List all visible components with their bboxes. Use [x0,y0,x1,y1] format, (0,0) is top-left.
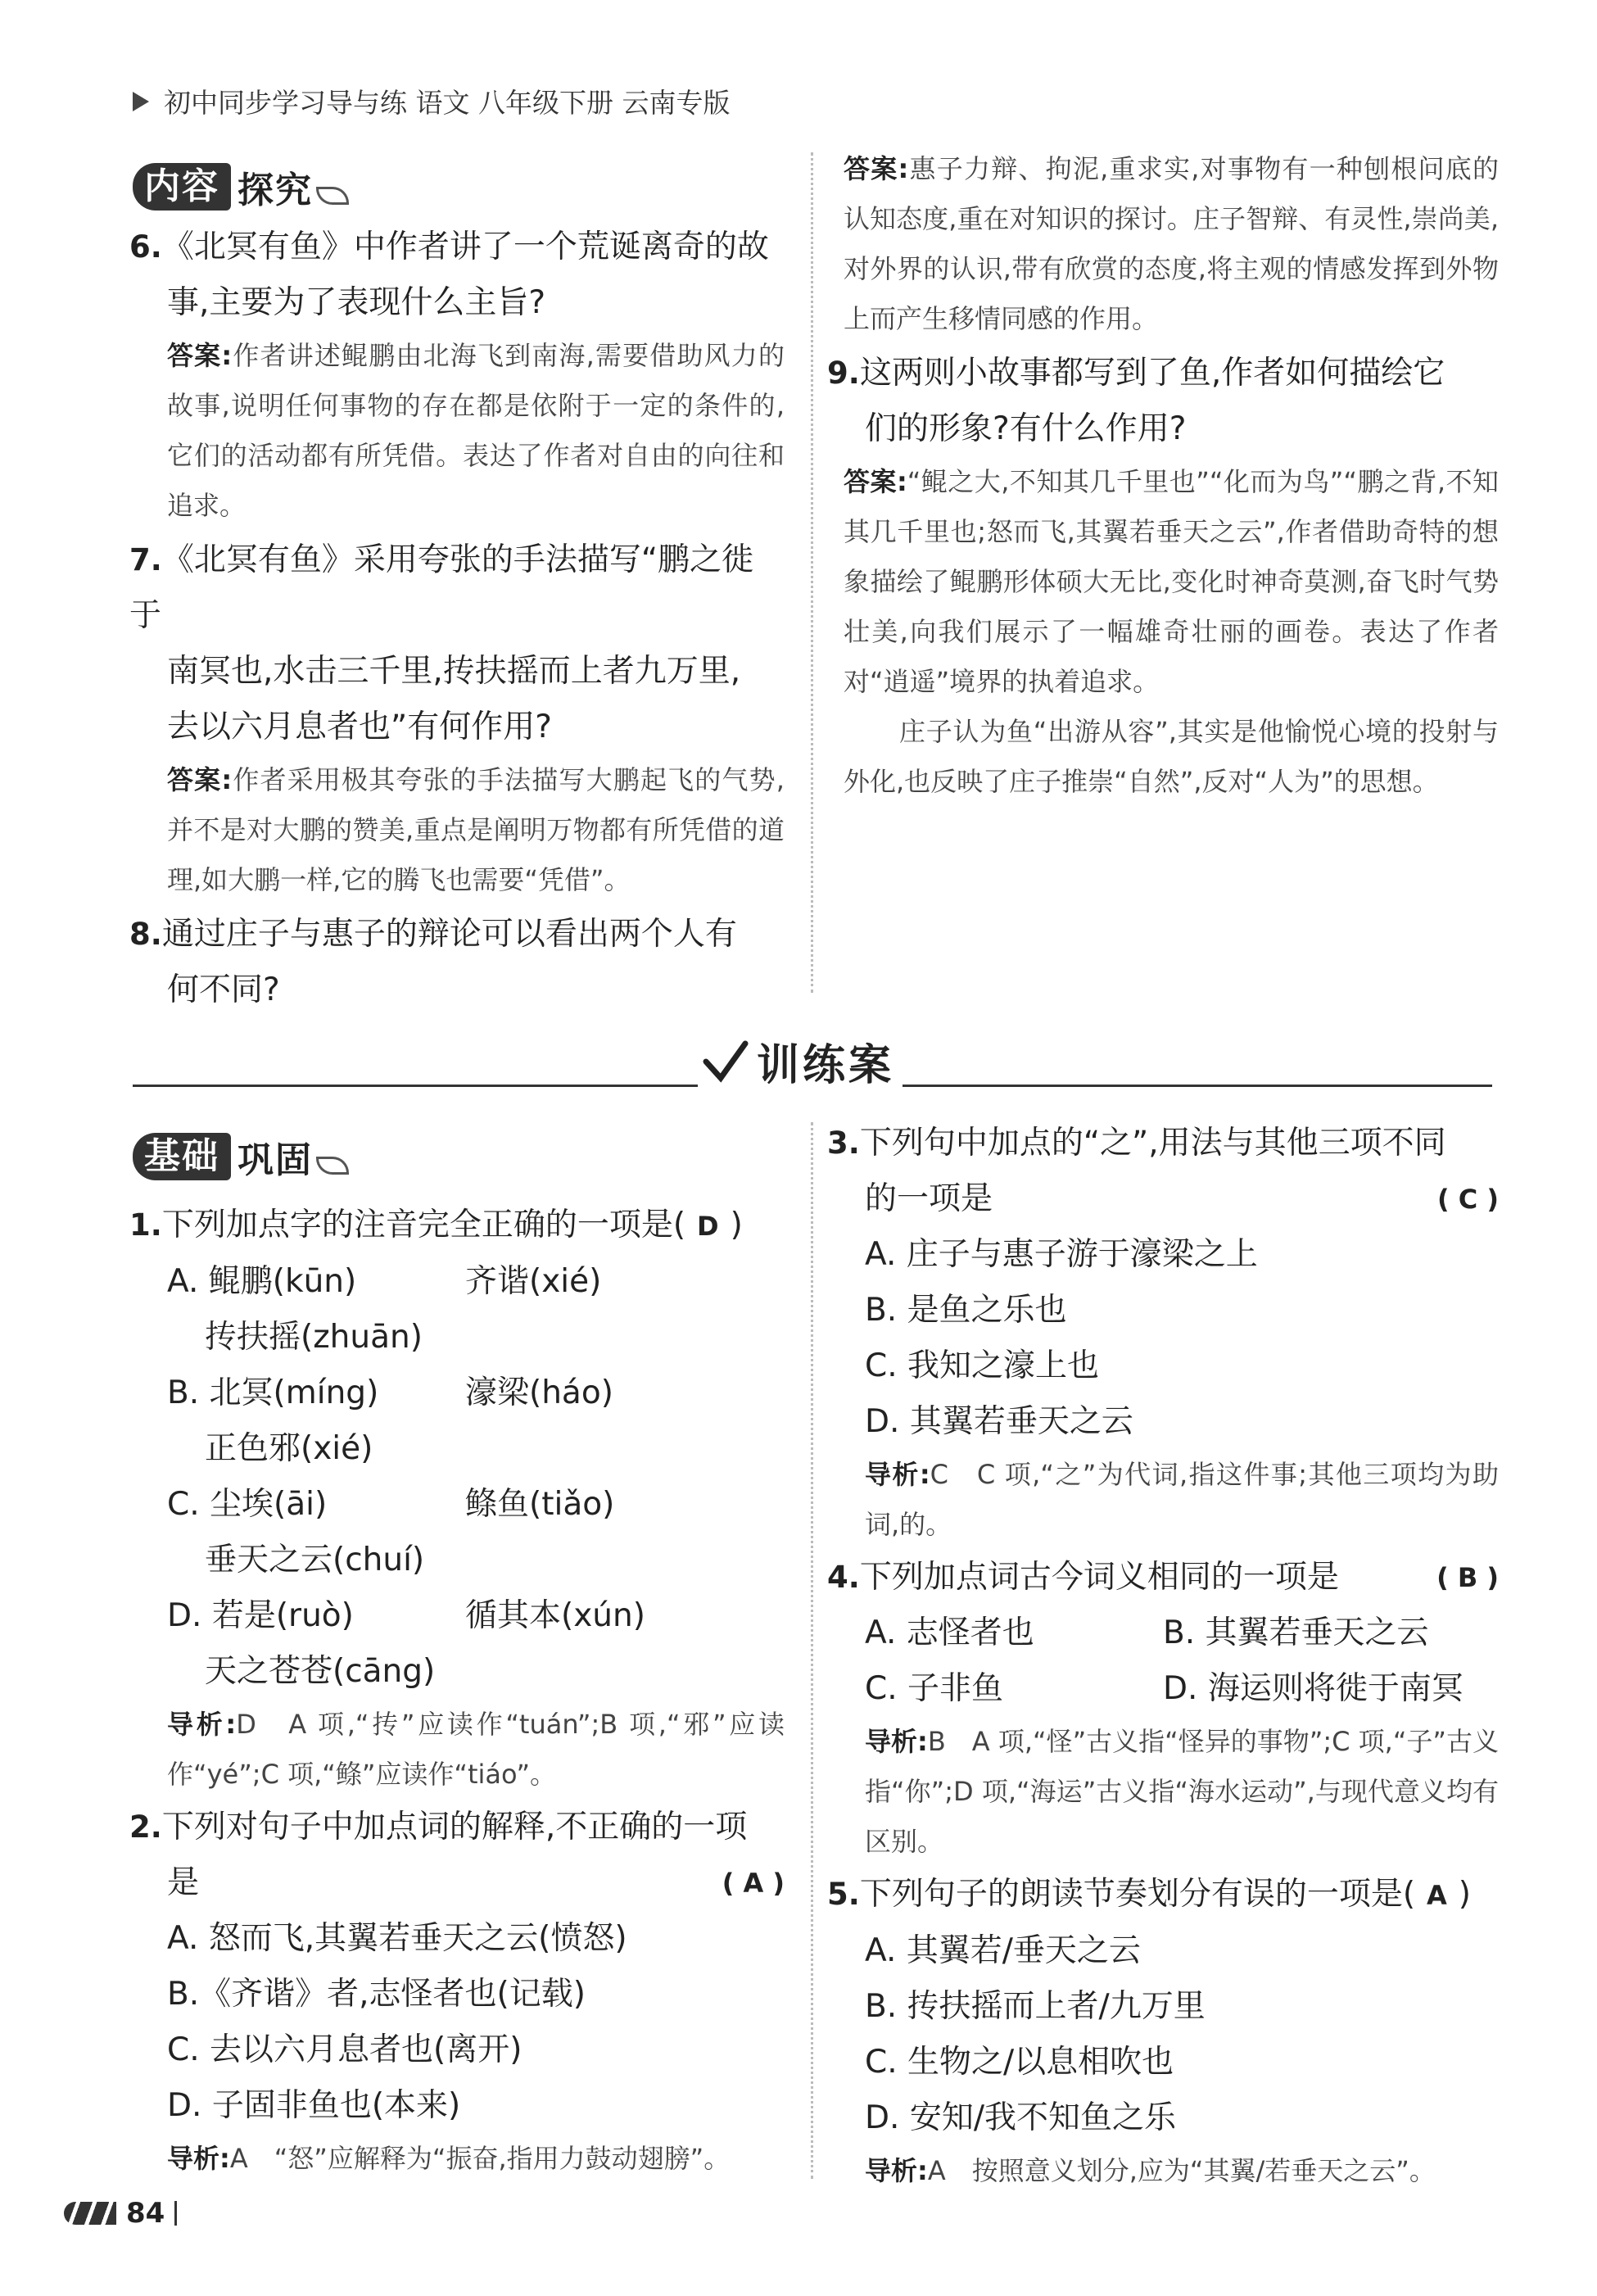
question-4: 4.下列加点词古今词义相同的一项是 ( B ) [827,1559,1499,1596]
running-header [133,82,730,120]
question-2-options: A. 怒而飞,其翼若垂天之云(愤怒) B.《齐谐》者,志怪者也(记载) C. 去以六月息者也(离开) D. 子固非鱼也(本来) [167,1920,627,2124]
header-text: 初中同步学习导与练 语文 八年级下册 云南专版 [164,87,731,119]
guide-5: 导析:A 按照意义划分,应为“其翼/若垂天之云”。 [865,2155,1436,2186]
question-3: 3.下列句中加点的“之”,用法与其他三项不同 的一项是 ( C ) [827,1125,1499,1217]
section-badge-content-explore [133,161,349,213]
answer-9-paragraph-2: 庄子认为鱼“出游从容”,其实是他愉悦心境的投射与外化,也反映了庄子推崇“自然”,反对“人为”的思想。 [844,716,1499,797]
guide-4: 导析:B A 项,“怪”古义指“怪异的事物”;C 项,“子”古义指“你”;D 项,“海运”古义指“海水运动”,与现代意义均有区别。 [865,1726,1499,1857]
footer-bar [174,2201,177,2226]
answer-9: 答案:“鲲之大,不知其几千里也”“化而为鸟”“鹏之背,不知其几千里也;怒而飞,其翼若垂天之云”,作者借助奇特的想象描绘了鲲鹏形体硕大无比,变化时神奇莫测,奋飞时气势壮美,向我们展示了一幅雄奇壮丽的画卷。表达了作者对“逍遥”境界的执着追求。 [844,466,1499,697]
answer-7: 答案:作者采用极其夸张的手法描写大鹏起飞的气势,并不是对大鹏的赞美,重点是阐明万物都有所凭借的道理,如大鹏一样,它的腾飞也需要“凭借”。 [167,764,785,895]
leaf-icon [316,187,349,205]
section-badge-basic-review [133,1130,349,1183]
column-divider-bottom [811,1122,813,2179]
page-footer [64,2197,177,2230]
training-banner [133,1030,1492,1096]
banner-line-left [133,1085,698,1087]
question-8: 8.通过庄子与惠子的辩论可以看出两个人有 何不同? [129,916,737,1008]
answer-6: 答案:作者讲述鲲鹏由北海飞到南海,需要借助风力的故事,说明任何事物的存在都是依附于一定的条件的,它们的活动都有所凭借。表达了作者对自由的向往和追求。 [167,340,785,521]
guide-2: 导析:A “怒”应解释为“振奋,指用力鼓动翅膀”。 [167,2143,731,2174]
question-4-options: A. 志怪者也 B. 其翼若垂天之云 C. 子非鱼 D. 海运则将徙于南冥 [865,1614,1464,1707]
question-1-options: A. 鲲鹏(kūn) 齐谐(xié) 抟扶摇(zhuān) B. 北冥(míng) 濠梁(háo) 正色邪(xié) C. 尘埃(āi) 鲦鱼(tiǎo) 垂天之云(chuí) D. 若是(ruò) 循其本(xún) 天之苍苍(cāng) [167,1263,645,1690]
leaf-icon [316,1157,349,1175]
question-5: 5.下列句子的朗读节奏划分有误的一项是( A ) [827,1876,1472,1913]
badge-dark-text: 基础 [133,1133,231,1180]
question-6: 6.《北冥有鱼》中作者讲了一个荒诞离奇的故 事,主要为了表现什么主旨? [129,229,769,321]
stripes-icon [64,2202,116,2225]
question-9: 9.这两则小故事都写到了鱼,作者如何描绘它 们的形象?有什么作用? [827,355,1445,447]
top-right-column [827,144,1499,807]
question-1: 1.下列加点字的注音完全正确的一项是( D ) [129,1207,743,1243]
question-3-options: A. 庄子与惠子游于濠梁之上 B. 是鱼之乐也 C. 我知之濠上也 D. 其翼若垂天之云 [865,1236,1258,1440]
top-left-column [129,220,785,1018]
question-2: 2.下列对句子中加点词的解释,不正确的一项 是 ( A ) [129,1809,785,1901]
badge-dark-text: 内容 [133,163,231,211]
triangle-icon [133,92,149,111]
bottom-right-column [827,1116,1499,2196]
badge-light-text: 巩固 [238,1139,313,1181]
banner-line-right [903,1085,1492,1087]
checkmark-icon [703,1039,749,1085]
banner-title: 训练案 [703,1030,894,1092]
answer-8: 答案:惠子力辩、拘泥,重求实,对事物有一种刨根问底的认知态度,重在对知识的探讨。庄子智辩、有灵性,崇尚美,对外界的认识,带有欣赏的态度,将主观的情感发挥到外物上而产生移情同感的作用。 [844,153,1499,334]
guide-3: 导析:C C 项,“之”为代词,指这件事;其他三项均为助词,的。 [865,1459,1499,1540]
bottom-left-column [129,1198,785,2184]
question-7: 7.《北冥有鱼》采用夸张的手法描写“鹏之徙于 南冥也,水击三千里,抟扶摇而上者九万里, 去以六月息者也”有何作用? [129,541,754,745]
column-divider [811,152,813,993]
badge-light-text: 探究 [238,170,313,211]
page-number: 84 [126,2197,165,2230]
guide-1: 导析:D A 项,“抟”应读作“tuán”;B 项,“邪”应读作“yé”;C 项,“鲦”应读作“tiáo”。 [167,1709,785,1790]
question-5-options: A. 其翼若/垂天之云 B. 抟扶摇而上者/九万里 C. 生物之/以息相吹也 D. 安知/我不知鱼之乐 [865,1932,1206,2136]
